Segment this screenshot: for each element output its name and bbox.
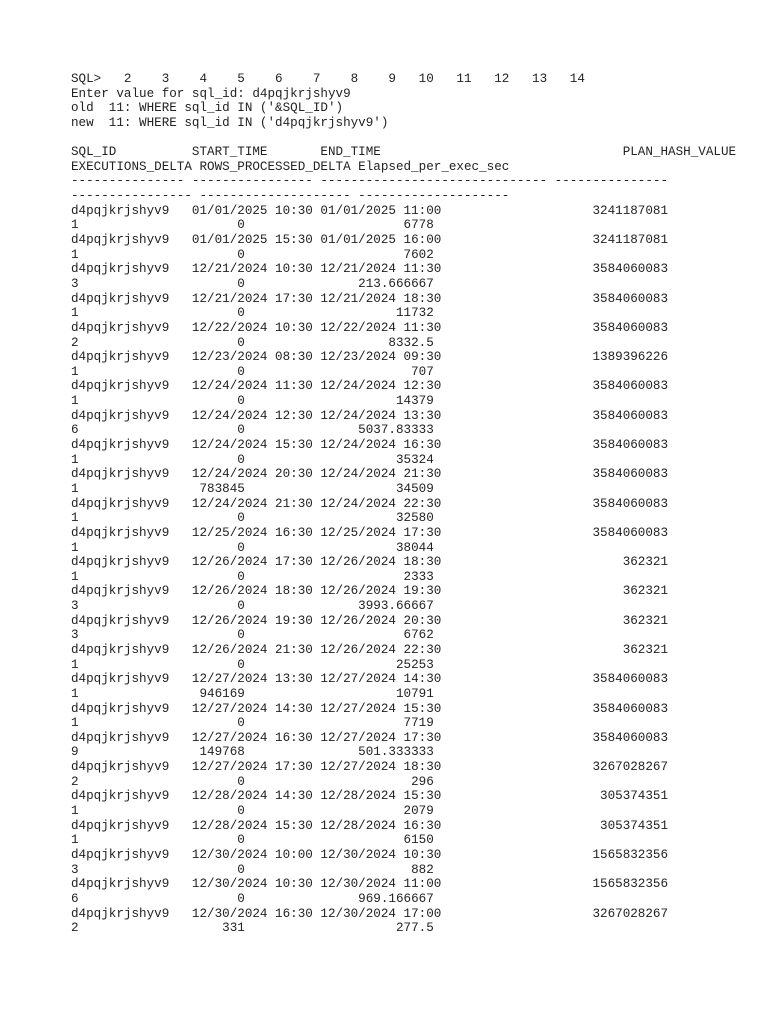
column-header-line-2: EXECUTIONS_DELTA ROWS_PROCESSED_DELTA Elapsed_per_exec_sec — [71, 159, 510, 174]
result-row-line-1: d4pqjkrjshyv9 12/28/2024 15:30 12/28/2024 16:30 305374351 — [71, 818, 669, 833]
result-rows — [71, 204, 736, 936]
result-row-line-2: 2 331 277.5 — [71, 921, 510, 936]
header-separator-2: ---------------- -------------------- -------------------- — [71, 189, 510, 204]
result-row-line-2: 1 0 32580 — [71, 511, 510, 526]
result-row-line-1: d4pqjkrjshyv9 01/01/2025 15:30 01/01/2025 16:00 3241187081 — [71, 233, 669, 248]
result-row-line-2: 1 0 2333 — [71, 569, 510, 584]
result-row-line-1: d4pqjkrjshyv9 12/21/2024 17:30 12/21/2024 18:30 3584060083 — [71, 291, 669, 306]
result-row-line-2: 1 0 2079 — [71, 804, 510, 819]
substitution-new-line: new 11: WHERE sql_id IN ('d4pqjkrjshyv9') — [71, 115, 389, 130]
result-row-line-2: 1 783845 34509 — [71, 481, 510, 496]
sqlplus-console-output — [71, 72, 736, 936]
column-header-line-1: SQL_ID START_TIME END_TIME PLAN_HASH_VALUE — [71, 145, 737, 160]
result-row-line-1: d4pqjkrjshyv9 12/24/2024 11:30 12/24/2024 12:30 3584060083 — [71, 379, 669, 394]
result-row-line-1: d4pqjkrjshyv9 12/28/2024 14:30 12/28/2024 15:30 305374351 — [71, 789, 669, 804]
result-row-line-1: d4pqjkrjshyv9 12/21/2024 10:30 12/21/2024 11:30 3584060083 — [71, 262, 669, 277]
result-row-line-2: 6 0 969.166667 — [71, 891, 510, 906]
result-row-line-2: 1 0 6778 — [71, 218, 510, 233]
result-row-line-1: d4pqjkrjshyv9 12/24/2024 20:30 12/24/2024 21:30 3584060083 — [71, 467, 669, 482]
result-row-line-2: 1 0 25253 — [71, 657, 510, 672]
result-row-line-1: d4pqjkrjshyv9 12/30/2024 16:30 12/30/2024 17:00 3267028267 — [71, 906, 669, 921]
enter-value-prompt: Enter value for sql_id: d4pqjkrjshyv9 — [71, 86, 351, 101]
result-row-line-2: 2 0 296 — [71, 774, 510, 789]
result-row-line-1: d4pqjkrjshyv9 12/27/2024 13:30 12/27/2024 14:30 3584060083 — [71, 672, 669, 687]
result-row-line-2: 3 0 3993.66667 — [71, 599, 510, 614]
result-row-line-2: 6 0 5037.83333 — [71, 423, 510, 438]
blank-line — [71, 131, 736, 146]
result-row-line-2: 2 0 8332.5 — [71, 335, 510, 350]
result-row-line-1: d4pqjkrjshyv9 12/30/2024 10:00 12/30/2024 10:30 1565832356 — [71, 847, 669, 862]
result-row-line-1: d4pqjkrjshyv9 12/27/2024 17:30 12/27/2024 18:30 3267028267 — [71, 760, 669, 775]
result-row-line-2: 1 0 6150 — [71, 833, 510, 848]
result-row-line-1: d4pqjkrjshyv9 12/30/2024 10:30 12/30/2024 11:00 1565832356 — [71, 877, 669, 892]
result-row-line-1: d4pqjkrjshyv9 12/22/2024 10:30 12/22/2024 11:30 3584060083 — [71, 320, 669, 335]
result-row-line-2: 3 0 882 — [71, 862, 510, 877]
result-row-line-1: d4pqjkrjshyv9 12/27/2024 14:30 12/27/2024 15:30 3584060083 — [71, 701, 669, 716]
result-row-line-2: 1 0 7719 — [71, 716, 510, 731]
result-row-line-1: d4pqjkrjshyv9 12/26/2024 19:30 12/26/2024 20:30 362321 — [71, 613, 669, 628]
result-row-line-2: 1 0 7602 — [71, 247, 510, 262]
result-row-line-1: d4pqjkrjshyv9 12/26/2024 17:30 12/26/2024 18:30 362321 — [71, 555, 669, 570]
result-row-line-1: d4pqjkrjshyv9 12/27/2024 16:30 12/27/2024 17:30 3584060083 — [71, 730, 669, 745]
result-row-line-2: 1 946169 10791 — [71, 686, 510, 701]
result-row-line-1: d4pqjkrjshyv9 12/26/2024 21:30 12/26/2024 22:30 362321 — [71, 642, 669, 657]
result-row-line-1: d4pqjkrjshyv9 12/23/2024 08:30 12/23/2024 09:30 1389396226 — [71, 350, 669, 365]
result-row-line-2: 9 149768 501.333333 — [71, 745, 510, 760]
result-row-line-1: d4pqjkrjshyv9 01/01/2025 10:30 01/01/2025 11:00 3241187081 — [71, 203, 669, 218]
result-row-line-1: d4pqjkrjshyv9 12/24/2024 15:30 12/24/2024 16:30 3584060083 — [71, 438, 669, 453]
result-row-line-2: 1 0 14379 — [71, 394, 510, 409]
result-row-line-2: 1 0 35324 — [71, 452, 510, 467]
result-row-line-2: 3 0 6762 — [71, 628, 510, 643]
header-separator-1: --------------- ---------------- ------------------------------ --------------- — [71, 174, 669, 189]
result-row-line-2: 3 0 213.666667 — [71, 276, 510, 291]
result-row-line-1: d4pqjkrjshyv9 12/24/2024 21:30 12/24/2024 22:30 3584060083 — [71, 496, 669, 511]
result-row-line-1: d4pqjkrjshyv9 12/24/2024 12:30 12/24/2024 13:30 3584060083 — [71, 408, 669, 423]
result-row-line-2: 1 0 11732 — [71, 306, 510, 321]
result-row-line-1: d4pqjkrjshyv9 12/25/2024 16:30 12/25/2024 17:30 3584060083 — [71, 525, 669, 540]
result-row-line-2: 1 0 707 — [71, 364, 510, 379]
result-row-line-1: d4pqjkrjshyv9 12/26/2024 18:30 12/26/2024 19:30 362321 — [71, 584, 669, 599]
result-row-line-2: 1 0 38044 — [71, 540, 510, 555]
substitution-old-line: old 11: WHERE sql_id IN ('&SQL_ID') — [71, 101, 344, 116]
sql-prompt-line: SQL> 2 3 4 5 6 7 8 9 10 11 12 13 14 — [71, 72, 585, 86]
